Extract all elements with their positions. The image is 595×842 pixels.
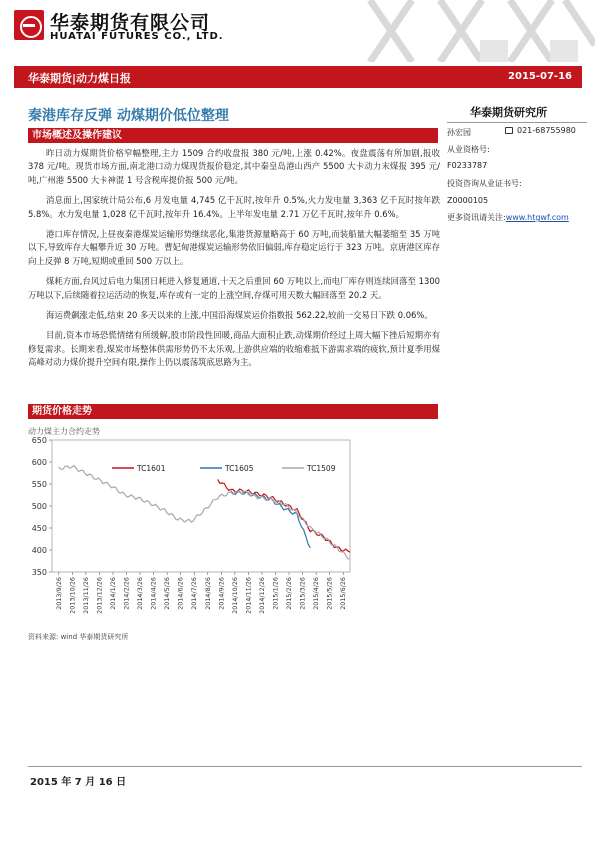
plot-area (52, 440, 350, 572)
x-tick-label: 2015/5/26 (325, 577, 334, 610)
consult-number: Z0000105 (447, 196, 489, 205)
series-line-tc1605 (231, 491, 350, 557)
company-name-cn: 华泰期货有限公司 (50, 12, 211, 34)
sidebar-divider (447, 122, 587, 123)
footer-divider (28, 766, 582, 767)
x-tick-label: 2015/1/26 (271, 577, 280, 610)
analyst-name: 孙宏园 (447, 128, 471, 137)
x-tick-label: 2014/6/26 (176, 577, 185, 610)
company-name-en: HUATAI FUTURES CO., LTD. (50, 31, 224, 42)
cert-label: 从业资格号: (447, 145, 490, 154)
x-tick-label: 2013/10/26 (68, 577, 77, 614)
x-tick-label: 2014/10/26 (230, 577, 239, 614)
more-info-label: 更多资讯请关注: (447, 213, 506, 222)
x-tick-label: 2014/11/26 (244, 577, 253, 614)
report-title: 秦港库存反弹 动煤期价低位整理 (28, 108, 229, 124)
y-tick-label: 650 (31, 436, 47, 445)
paragraph: 煤耗方面,台风过后电力集团日耗进入修复通道,十天之后重回 60 万吨以上,而电厂库存则连续回落至 1300 万吨以下,后续随着拉运活动的恢复,库存或有一定的上涨空间,存煤可用天数大幅回落至 20.2 天。 (28, 276, 440, 300)
x-tick-label: 2015/6/26 (339, 577, 348, 610)
cert-number: F0233787 (447, 161, 488, 170)
x-tick-label: 2015/3/26 (298, 577, 307, 610)
huatai-logo-icon (14, 10, 44, 40)
series-line-tc1509 (59, 466, 350, 559)
research-institute-title: 华泰期货研究所 (470, 106, 547, 119)
y-tick-label: 550 (31, 480, 47, 489)
x-tick-label: 2014/1/26 (108, 577, 117, 610)
more-info (447, 212, 569, 223)
x-tick-label: 2013/9/26 (54, 577, 63, 610)
y-tick-label: 500 (31, 502, 47, 511)
paragraph: 目前,资本市场恐慌情绪有所缓解,股市阶段性回暖,商品大面积止跌,动煤期价经过上周大幅下挫后短期亦有修复需求。长期来看,煤炭市场整体供需形势仍不太乐观,上游供应端的收缩难抵下游需求端的疲软,预计夏季用煤高峰对动力煤价提升空间有限,操作上仍以震荡筑底思路为主。 (28, 330, 440, 368)
x-tick-label: 2014/7/26 (190, 577, 199, 610)
paragraph: 昨日动力煤期货价格窄幅整理,主力 1509 合约收盘报 380 元/吨,上涨 0.42%。夜盘震荡有所加剧,报收 378 元/吨。现货市场方面,南北港口动力煤现货报价稳定,其中秦皇岛港山西产 5500 大卡动力末煤报 395 元/吨,广州港 5500 大卡神混 1 号含税库提价报 500 元/吨。 (28, 148, 440, 185)
chart-caption: 动力煤主力合约走势 (28, 427, 100, 436)
website-link[interactable]: www.htgwf.com (505, 213, 569, 222)
legend-label: TC1601 (137, 464, 166, 473)
paragraph: 港口库存情况,上昼夜秦港煤炭运输形势继续恶化,集港货源量略高于 60 万吨,而装船量大幅萎缩至 35 万吨以下,导致库存大幅攀升近 30 万吨。曹妃甸港煤炭运输形势依旧偏弱,库存稳定运行于 323 万吨。京唐港区库存向上反弹 8 万吨,短期或重回 500 万以上。 (28, 229, 440, 266)
x-tick-label: 2014/2/26 (122, 577, 131, 610)
x-tick-label: 2013/12/26 (95, 577, 104, 614)
y-tick-label: 450 (31, 524, 47, 533)
header-decoration (350, 0, 595, 62)
report-name: 华泰期货|动力煤日报 (28, 72, 132, 85)
phone-number: 021-68755980 (517, 126, 576, 135)
paragraph: 消息面上,国家统计局公布,6 月发电量 4,745 亿千瓦时,按年升 0.5%,火力发电量 3,363 亿千瓦时按年跌 5.8%。水力发电量 1,028 亿千瓦时,按年升 16.4%。上半年发电量 2.71 万亿千瓦时,按年升 0.6%。 (28, 195, 440, 219)
section-market-overview: 市场概述及操作建议 (28, 128, 438, 143)
x-tick-label: 2014/3/26 (136, 577, 145, 610)
paragraph: 海运费飙涨走低,结束 20 多天以来的上涨,中国沿海煤炭运价指数报 562.22,较前一交易日下跌 0.06%。 (46, 310, 433, 321)
x-tick-label: 2014/9/26 (217, 577, 226, 610)
x-tick-label: 2015/2/26 (285, 577, 294, 610)
x-tick-label: 2014/8/26 (203, 577, 212, 610)
x-tick-label: 2014/12/26 (257, 577, 266, 614)
footer-date: 2015 年 7 月 16 日 (30, 777, 127, 788)
x-tick-label: 2014/5/26 (163, 577, 172, 610)
y-tick-label: 600 (31, 458, 47, 467)
y-tick-label: 400 (31, 546, 47, 555)
x-tick-label: 2015/4/26 (312, 577, 321, 610)
report-body (28, 147, 440, 377)
report-banner (14, 66, 582, 88)
legend-label: TC1605 (225, 464, 254, 473)
y-tick-label: 350 (31, 568, 47, 577)
x-tick-label: 2013/11/26 (81, 577, 90, 614)
report-date: 2015-07-16 (508, 71, 572, 82)
data-source: 资料来源: wind 华泰期货研究所 (28, 633, 129, 641)
price-chart (28, 436, 354, 624)
x-tick-label: 2014/4/26 (149, 577, 158, 610)
analyst-phone (505, 126, 576, 135)
legend-label: TC1509 (307, 464, 336, 473)
section-futures-trend: 期货价格走势 (28, 404, 438, 419)
consult-label: 投资咨询从业证书号: (447, 179, 522, 188)
phone-icon (505, 127, 513, 134)
